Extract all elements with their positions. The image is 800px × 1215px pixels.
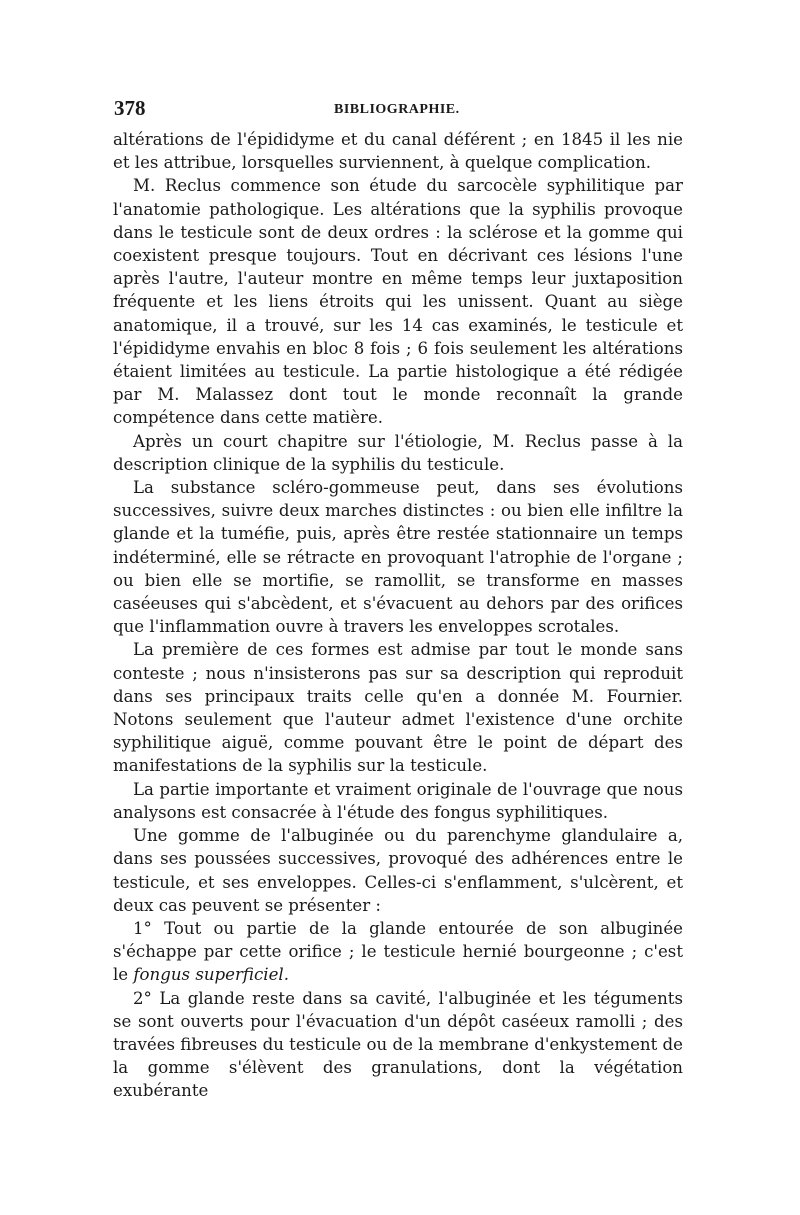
paragraph-substance: La substance scléro-gommeuse peut, dans ses évolutions successives, suivre deux marches distinctes : ou bien elle infiltre la glande et la tuméfie, puis, après être restée stationnaire un temps indéterminé, elle se rétracte en provoquant l'atrophie de l'organe ; ou bien elle se mortifie, se ramollit, se transforme en masses caséeuses qui s'abcèdent, et s'évacuent au dehors par des orifices que l'inflammation ouvre à travers les enveloppes scrotales.: [113, 478, 683, 637]
paragraph-anatomy: M. Reclus commence son étude du sarcocèle syphilitique par l'anatomie pathologique. Les altérations que la syphilis provoque dans le testicule sont de deux ordres : la sclérose et la gomme qui coexistent presque toujours. Tout en décrivant ces lésions l'une après l'autre, l'auteur montre en même temps leur juxtaposition fréquente et les liens étroits qui les unissent. Quant au siège anatomique, il a trouvé, sur les 14 cas examinés, le testicule et l'épididyme envahis en bloc 8 fois ; 6 fois seulement les altérations étaient limitées au testicule. La partie histologique a été rédigée par M. Malassez dont tout le monde reconnaît la grande compétence dans cette matière.: [113, 176, 683, 428]
paragraph-fongus-intro: La partie importante et vraiment originale de l'ouvrage que nous analysons est consacrée à l'étude des fongus syphilitiques.: [113, 779, 683, 822]
page-header: [114, 96, 680, 120]
paragraph-gomme: Une gomme de l'albuginée ou du parenchyme glandulaire a, dans ses poussées successives, provoqué des adhérences entre le testicule, et ses enveloppes. Celles-ci s'enflamment, s'ulcèrent, et deux cas peuvent se présenter :: [113, 826, 683, 915]
list-item-first-case: [113, 917, 683, 987]
running-head: BIBLIOGRAPHIE.: [334, 102, 460, 117]
emphasis-fongus-superficiel: fongus superficiel.: [133, 965, 289, 985]
page-number: 378: [114, 96, 146, 120]
paragraph-etiology: Après un court chapitre sur l'étiologie, M. Reclus passe à la description clinique de la syphilis du testicule.: [113, 431, 683, 474]
list-item-first-text: 1° Tout ou partie de la glande entourée de son albuginée s'échappe par cette orifice ; le testicule hernié bourgeonne ; c'est le: [113, 918, 683, 985]
list-item-second-case: 2° La glande reste dans sa cavité, l'albuginée et les téguments se sont ouverts pour l'évacuation d'un dépôt caséeux ramolli ; des travées fibreuses du testicule ou de la membrane d'enkystement de la gomme s'élèvent des granulations, dont la végétation exubérante: [113, 988, 683, 1101]
body-text: [113, 128, 683, 1103]
paragraph-continuation: altérations de l'épididyme et du canal déférent ; en 1845 il les nie et les attribue, lorsquelles surviennent, à quelque complication.: [113, 130, 683, 173]
paragraph-first-form: La première de ces formes est admise par tout le monde sans conteste ; nous n'insisterons pas sur sa description qui reproduit dans ses principaux traits celle qu'en a donnée M. Fournier. Notons seulement que l'auteur admet l'existence d'une orchite syphilitique aiguë, comme pouvant être le point de départ des manifestations de la syphilis sur la testicule.: [113, 640, 683, 776]
